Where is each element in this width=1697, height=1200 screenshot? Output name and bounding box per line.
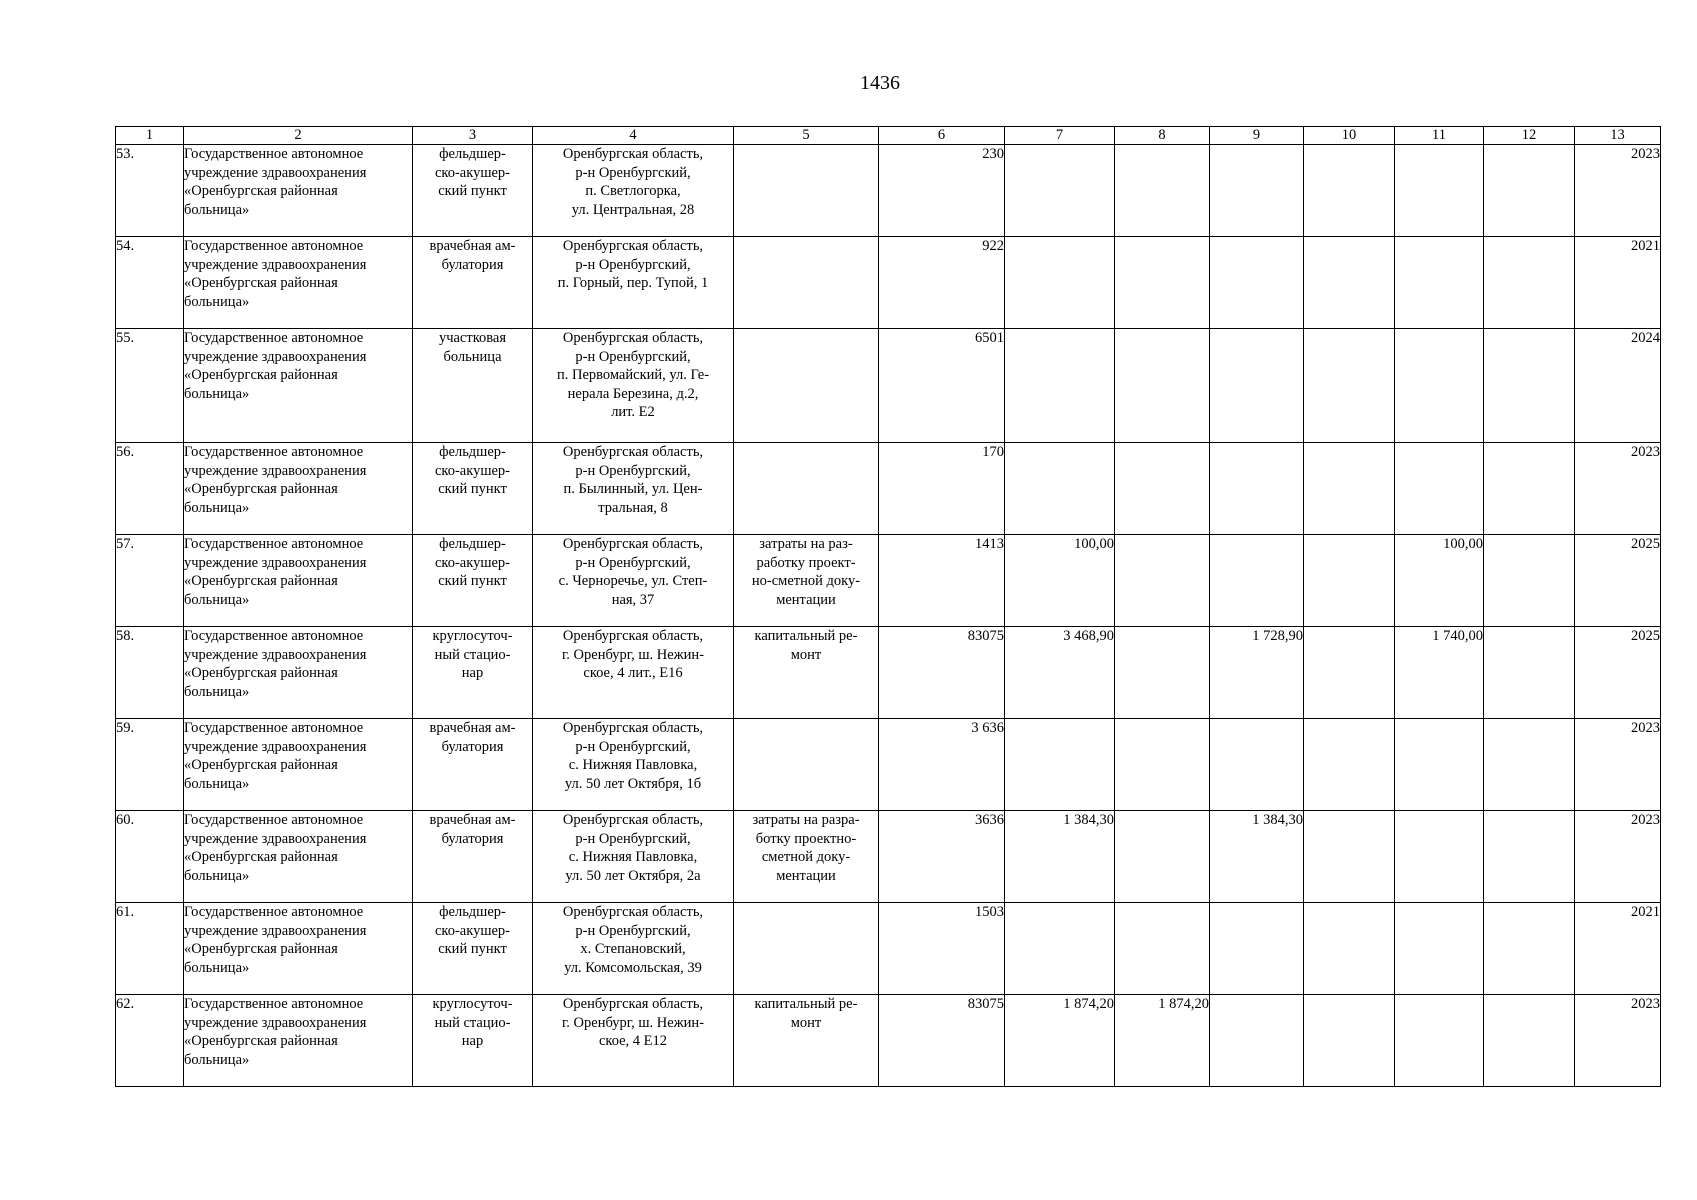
- org-line: больница»: [184, 775, 250, 792]
- facility-type-cell: [413, 237, 533, 329]
- value-cell-c12: [1484, 329, 1575, 443]
- table-row: [116, 237, 1661, 329]
- value-cell-c7: [1005, 145, 1115, 237]
- org-line: «Оренбургская районная: [184, 481, 338, 497]
- work-line: затраты на разра-: [752, 812, 860, 828]
- type-line: круглосуточ-: [432, 996, 513, 1012]
- org-line: «Оренбургская районная: [184, 573, 338, 589]
- value-cell-c6: 1503: [879, 903, 1005, 995]
- work-line: ментации: [776, 591, 836, 608]
- work-type-cell: [734, 627, 879, 719]
- address-line: р-н Оренбургский,: [575, 164, 691, 181]
- address-line: Оренбургская область,: [562, 996, 704, 1012]
- org-line: Государственное автономное: [184, 444, 364, 460]
- row-number-cell: 53.: [116, 145, 184, 237]
- row-number-cell: 56.: [116, 443, 184, 535]
- value-cell-c10: [1304, 329, 1395, 443]
- work-type-cell: [734, 443, 879, 535]
- address-cell: [533, 329, 734, 443]
- year-cell: 2023: [1575, 995, 1661, 1087]
- value-cell-c11: [1395, 995, 1484, 1087]
- column-header-6: 6: [879, 127, 1005, 145]
- type-line: ный стацио-: [434, 1014, 511, 1031]
- org-line: Государственное автономное: [184, 330, 364, 346]
- type-line: нар: [461, 1033, 484, 1049]
- work-line: сметной доку-: [761, 849, 851, 865]
- value-cell-c9: 1 384,30: [1210, 811, 1304, 903]
- type-line: булатория: [441, 256, 504, 273]
- value-cell-c11: [1395, 719, 1484, 811]
- value-cell-c10: [1304, 719, 1395, 811]
- organization-cell: [184, 719, 413, 811]
- org-line: Государственное автономное: [184, 238, 364, 254]
- type-line: ско-акушер-: [434, 462, 511, 479]
- facility-type-cell: [413, 811, 533, 903]
- org-line: «Оренбургская районная: [184, 1033, 338, 1049]
- value-cell-c9: [1210, 237, 1304, 329]
- table-row: [116, 329, 1661, 443]
- address-line: Оренбургская область,: [562, 720, 704, 736]
- org-line: Государственное автономное: [184, 628, 364, 644]
- address-line: п. Былинный, ул. Цен-: [563, 481, 703, 497]
- organization-cell: [184, 237, 413, 329]
- address-line: нерала Березина, д.2,: [567, 385, 699, 402]
- value-cell-c10: [1304, 995, 1395, 1087]
- address-line: ул. Комсомольская, 39: [564, 959, 702, 976]
- address-line: ул. 50 лет Октября, 1б: [564, 775, 702, 792]
- address-line: ул. 50 лет Октября, 2а: [565, 867, 701, 884]
- value-cell-c11: [1395, 329, 1484, 443]
- org-line: больница»: [184, 591, 250, 608]
- table-row: [116, 627, 1661, 719]
- organization-cell: [184, 329, 413, 443]
- address-line: с. Черноречье, ул. Степ-: [558, 573, 708, 589]
- value-cell-c12: [1484, 995, 1575, 1087]
- type-line: фельдшер-: [439, 904, 506, 920]
- type-line: врачебная ам-: [429, 238, 516, 254]
- org-line: «Оренбургская районная: [184, 367, 338, 383]
- value-cell-c12: [1484, 903, 1575, 995]
- row-number-cell: 61.: [116, 903, 184, 995]
- address-line: с. Нижняя Павловка,: [568, 849, 698, 865]
- value-cell-c6: 83075: [879, 627, 1005, 719]
- work-line: капитальный ре-: [754, 628, 858, 644]
- organization-cell: [184, 627, 413, 719]
- address-line: г. Оренбург, ш. Нежин-: [561, 646, 705, 663]
- type-line: участковая: [438, 330, 507, 346]
- value-cell-c10: [1304, 535, 1395, 627]
- org-line: учреждение здравоохранения: [184, 256, 367, 273]
- org-line: Государственное автономное: [184, 720, 364, 736]
- address-line: р-н Оренбургский,: [575, 830, 691, 847]
- value-cell-c9: [1210, 903, 1304, 995]
- column-header-11: 11: [1395, 127, 1484, 145]
- value-cell-c9: [1210, 145, 1304, 237]
- value-cell-c6: 3636: [879, 811, 1005, 903]
- value-cell-c12: [1484, 443, 1575, 535]
- org-line: Государственное автономное: [184, 146, 364, 162]
- address-cell: [533, 719, 734, 811]
- org-line: учреждение здравоохранения: [184, 462, 367, 479]
- org-line: больница»: [184, 293, 250, 310]
- work-type-cell: [734, 719, 879, 811]
- value-cell-c6: 170: [879, 443, 1005, 535]
- org-line: учреждение здравоохранения: [184, 554, 367, 571]
- value-cell-c11: [1395, 811, 1484, 903]
- value-cell-c12: [1484, 535, 1575, 627]
- year-cell: 2023: [1575, 145, 1661, 237]
- type-line: ский пункт: [438, 183, 507, 199]
- type-line: фельдшер-: [439, 444, 506, 460]
- value-cell-c10: [1304, 903, 1395, 995]
- org-line: «Оренбургская районная: [184, 941, 338, 957]
- value-cell-c12: [1484, 237, 1575, 329]
- work-type-cell: [734, 329, 879, 443]
- work-type-cell: [734, 903, 879, 995]
- address-line: тральная, 8: [598, 499, 668, 516]
- table-row: [116, 443, 1661, 535]
- type-line: ско-акушер-: [434, 164, 511, 181]
- value-cell-c11: [1395, 145, 1484, 237]
- value-cell-c6: 230: [879, 145, 1005, 237]
- organization-cell: [184, 811, 413, 903]
- address-line: Оренбургская область,: [562, 330, 704, 346]
- facility-type-cell: [413, 719, 533, 811]
- address-line: р-н Оренбургский,: [575, 554, 691, 571]
- value-cell-c12: [1484, 719, 1575, 811]
- value-cell-c8: [1115, 145, 1210, 237]
- address-line: п. Первомайский, ул. Ге-: [556, 367, 710, 383]
- column-header-3: 3: [413, 127, 533, 145]
- value-cell-c6: 3 636: [879, 719, 1005, 811]
- column-header-2: 2: [184, 127, 413, 145]
- address-line: Оренбургская область,: [562, 444, 704, 460]
- value-cell-c10: [1304, 145, 1395, 237]
- address-line: лит. Е2: [611, 404, 655, 420]
- value-cell-c8: [1115, 443, 1210, 535]
- address-line: р-н Оренбургский,: [575, 462, 691, 479]
- org-line: «Оренбургская районная: [184, 757, 338, 773]
- org-line: «Оренбургская районная: [184, 849, 338, 865]
- facility-type-cell: [413, 627, 533, 719]
- address-line: р-н Оренбургский,: [575, 256, 691, 273]
- org-line: учреждение здравоохранения: [184, 348, 367, 365]
- facility-type-cell: [413, 443, 533, 535]
- value-cell-c12: [1484, 627, 1575, 719]
- org-line: учреждение здравоохранения: [184, 738, 367, 755]
- row-number-cell: 54.: [116, 237, 184, 329]
- work-line: монт: [790, 646, 822, 663]
- year-cell: 2023: [1575, 719, 1661, 811]
- type-line: врачебная ам-: [429, 720, 516, 736]
- value-cell-c10: [1304, 443, 1395, 535]
- type-line: фельдшер-: [439, 536, 506, 552]
- value-cell-c7: [1005, 719, 1115, 811]
- address-line: Оренбургская область,: [562, 628, 704, 644]
- value-cell-c11: 1 740,00: [1395, 627, 1484, 719]
- address-line: ское, 4 Е12: [598, 1033, 668, 1049]
- org-line: «Оренбургская районная: [184, 275, 338, 291]
- facilities-table: [115, 126, 1661, 1087]
- address-cell: [533, 903, 734, 995]
- value-cell-c9: 1 728,90: [1210, 627, 1304, 719]
- address-line: Оренбургская область,: [562, 238, 704, 254]
- row-number-cell: 60.: [116, 811, 184, 903]
- address-line: ная, 37: [611, 591, 655, 608]
- org-line: Государственное автономное: [184, 904, 364, 920]
- org-line: больница»: [184, 1051, 250, 1068]
- table-row: [116, 535, 1661, 627]
- work-line: ботку проектно-: [755, 830, 857, 847]
- value-cell-c7: 3 468,90: [1005, 627, 1115, 719]
- value-cell-c9: [1210, 719, 1304, 811]
- year-cell: 2025: [1575, 627, 1661, 719]
- type-line: нар: [461, 665, 484, 681]
- type-line: врачебная ам-: [429, 812, 516, 828]
- org-line: больница»: [184, 959, 250, 976]
- work-line: но-сметной доку-: [751, 573, 861, 589]
- value-cell-c11: 100,00: [1395, 535, 1484, 627]
- org-line: больница»: [184, 499, 250, 516]
- value-cell-c11: [1395, 443, 1484, 535]
- value-cell-c8: [1115, 903, 1210, 995]
- value-cell-c9: [1210, 329, 1304, 443]
- column-number-row: [116, 127, 1661, 145]
- org-line: больница»: [184, 385, 250, 402]
- value-cell-c9: [1210, 995, 1304, 1087]
- org-line: Государственное автономное: [184, 812, 364, 828]
- address-cell: [533, 535, 734, 627]
- type-line: ный стацио-: [434, 646, 511, 663]
- table-row: [116, 719, 1661, 811]
- value-cell-c9: [1210, 535, 1304, 627]
- value-cell-c8: 1 874,20: [1115, 995, 1210, 1087]
- value-cell-c7: [1005, 329, 1115, 443]
- value-cell-c11: [1395, 903, 1484, 995]
- address-line: р-н Оренбургский,: [575, 922, 691, 939]
- type-line: ско-акушер-: [434, 554, 511, 571]
- value-cell-c6: 83075: [879, 995, 1005, 1087]
- type-line: ский пункт: [438, 941, 507, 957]
- value-cell-c10: [1304, 237, 1395, 329]
- value-cell-c8: [1115, 719, 1210, 811]
- table-row: [116, 811, 1661, 903]
- value-cell-c10: [1304, 811, 1395, 903]
- type-line: больница: [443, 348, 502, 365]
- column-header-12: 12: [1484, 127, 1575, 145]
- type-line: булатория: [441, 738, 504, 755]
- address-line: п. Светлогорка,: [585, 183, 681, 199]
- address-cell: [533, 995, 734, 1087]
- year-cell: 2025: [1575, 535, 1661, 627]
- org-line: «Оренбургская районная: [184, 183, 338, 199]
- address-cell: [533, 443, 734, 535]
- org-line: учреждение здравоохранения: [184, 922, 367, 939]
- column-header-10: 10: [1304, 127, 1395, 145]
- type-line: ско-акушер-: [434, 922, 511, 939]
- org-line: больница»: [184, 201, 250, 218]
- row-number-cell: 57.: [116, 535, 184, 627]
- value-cell-c7: [1005, 237, 1115, 329]
- page-number: 1436: [860, 72, 900, 94]
- work-type-cell: [734, 145, 879, 237]
- address-line: ское, 4 лит., Е16: [583, 665, 683, 681]
- value-cell-c8: [1115, 811, 1210, 903]
- work-line: работку проект-: [756, 554, 856, 571]
- address-line: Оренбургская область,: [562, 536, 704, 552]
- value-cell-c10: [1304, 627, 1395, 719]
- year-cell: 2023: [1575, 443, 1661, 535]
- org-line: Государственное автономное: [184, 996, 364, 1012]
- address-line: Оренбургская область,: [562, 904, 704, 920]
- value-cell-c8: [1115, 535, 1210, 627]
- type-line: ский пункт: [438, 573, 507, 589]
- org-line: учреждение здравоохранения: [184, 164, 367, 181]
- work-line: затраты на раз-: [759, 536, 853, 552]
- value-cell-c8: [1115, 329, 1210, 443]
- facility-type-cell: [413, 535, 533, 627]
- year-cell: 2021: [1575, 237, 1661, 329]
- value-cell-c7: [1005, 903, 1115, 995]
- organization-cell: [184, 995, 413, 1087]
- type-line: булатория: [441, 830, 504, 847]
- work-line: ментации: [776, 867, 836, 884]
- year-cell: 2024: [1575, 329, 1661, 443]
- work-type-cell: [734, 995, 879, 1087]
- address-line: Оренбургская область,: [562, 812, 704, 828]
- work-line: монт: [790, 1014, 822, 1031]
- work-type-cell: [734, 811, 879, 903]
- address-line: Оренбургская область,: [562, 146, 704, 162]
- type-line: фельдшер-: [439, 146, 506, 162]
- value-cell-c7: 1 874,20: [1005, 995, 1115, 1087]
- facility-type-cell: [413, 145, 533, 237]
- value-cell-c12: [1484, 145, 1575, 237]
- column-header-13: 13: [1575, 127, 1661, 145]
- address-line: р-н Оренбургский,: [575, 348, 691, 365]
- value-cell-c12: [1484, 811, 1575, 903]
- value-cell-c8: [1115, 237, 1210, 329]
- table-row: [116, 903, 1661, 995]
- value-cell-c7: [1005, 443, 1115, 535]
- org-line: Государственное автономное: [184, 536, 364, 552]
- type-line: ский пункт: [438, 481, 507, 497]
- address-line: х. Степановский,: [580, 941, 686, 957]
- org-line: больница»: [184, 683, 250, 700]
- org-line: учреждение здравоохранения: [184, 1014, 367, 1031]
- value-cell-c6: 6501: [879, 329, 1005, 443]
- address-cell: [533, 145, 734, 237]
- facility-type-cell: [413, 903, 533, 995]
- organization-cell: [184, 903, 413, 995]
- value-cell-c7: 100,00: [1005, 535, 1115, 627]
- value-cell-c9: [1210, 443, 1304, 535]
- value-cell-c7: 1 384,30: [1005, 811, 1115, 903]
- row-number-cell: 62.: [116, 995, 184, 1087]
- work-type-cell: [734, 237, 879, 329]
- org-line: больница»: [184, 867, 250, 884]
- address-line: г. Оренбург, ш. Нежин-: [561, 1014, 705, 1031]
- year-cell: 2023: [1575, 811, 1661, 903]
- value-cell-c8: [1115, 627, 1210, 719]
- column-header-5: 5: [734, 127, 879, 145]
- row-number-cell: 59.: [116, 719, 184, 811]
- org-line: «Оренбургская районная: [184, 665, 338, 681]
- column-header-4: 4: [533, 127, 734, 145]
- column-header-1: 1: [116, 127, 184, 145]
- org-line: учреждение здравоохранения: [184, 830, 367, 847]
- organization-cell: [184, 443, 413, 535]
- column-header-7: 7: [1005, 127, 1115, 145]
- value-cell-c11: [1395, 237, 1484, 329]
- address-line: п. Горный, пер. Тупой, 1: [557, 275, 709, 291]
- column-header-8: 8: [1115, 127, 1210, 145]
- organization-cell: [184, 145, 413, 237]
- column-header-9: 9: [1210, 127, 1304, 145]
- table-row: [116, 995, 1661, 1087]
- address-cell: [533, 627, 734, 719]
- row-number-cell: 58.: [116, 627, 184, 719]
- address-line: с. Нижняя Павловка,: [568, 757, 698, 773]
- value-cell-c6: 922: [879, 237, 1005, 329]
- organization-cell: [184, 535, 413, 627]
- address-line: ул. Центральная, 28: [571, 201, 695, 218]
- org-line: учреждение здравоохранения: [184, 646, 367, 663]
- facility-type-cell: [413, 329, 533, 443]
- address-cell: [533, 811, 734, 903]
- year-cell: 2021: [1575, 903, 1661, 995]
- row-number-cell: 55.: [116, 329, 184, 443]
- work-type-cell: [734, 535, 879, 627]
- value-cell-c6: 1413: [879, 535, 1005, 627]
- facility-type-cell: [413, 995, 533, 1087]
- address-cell: [533, 237, 734, 329]
- work-line: капитальный ре-: [754, 996, 858, 1012]
- address-line: р-н Оренбургский,: [575, 738, 691, 755]
- type-line: круглосуточ-: [432, 628, 513, 644]
- table-row: [116, 145, 1661, 237]
